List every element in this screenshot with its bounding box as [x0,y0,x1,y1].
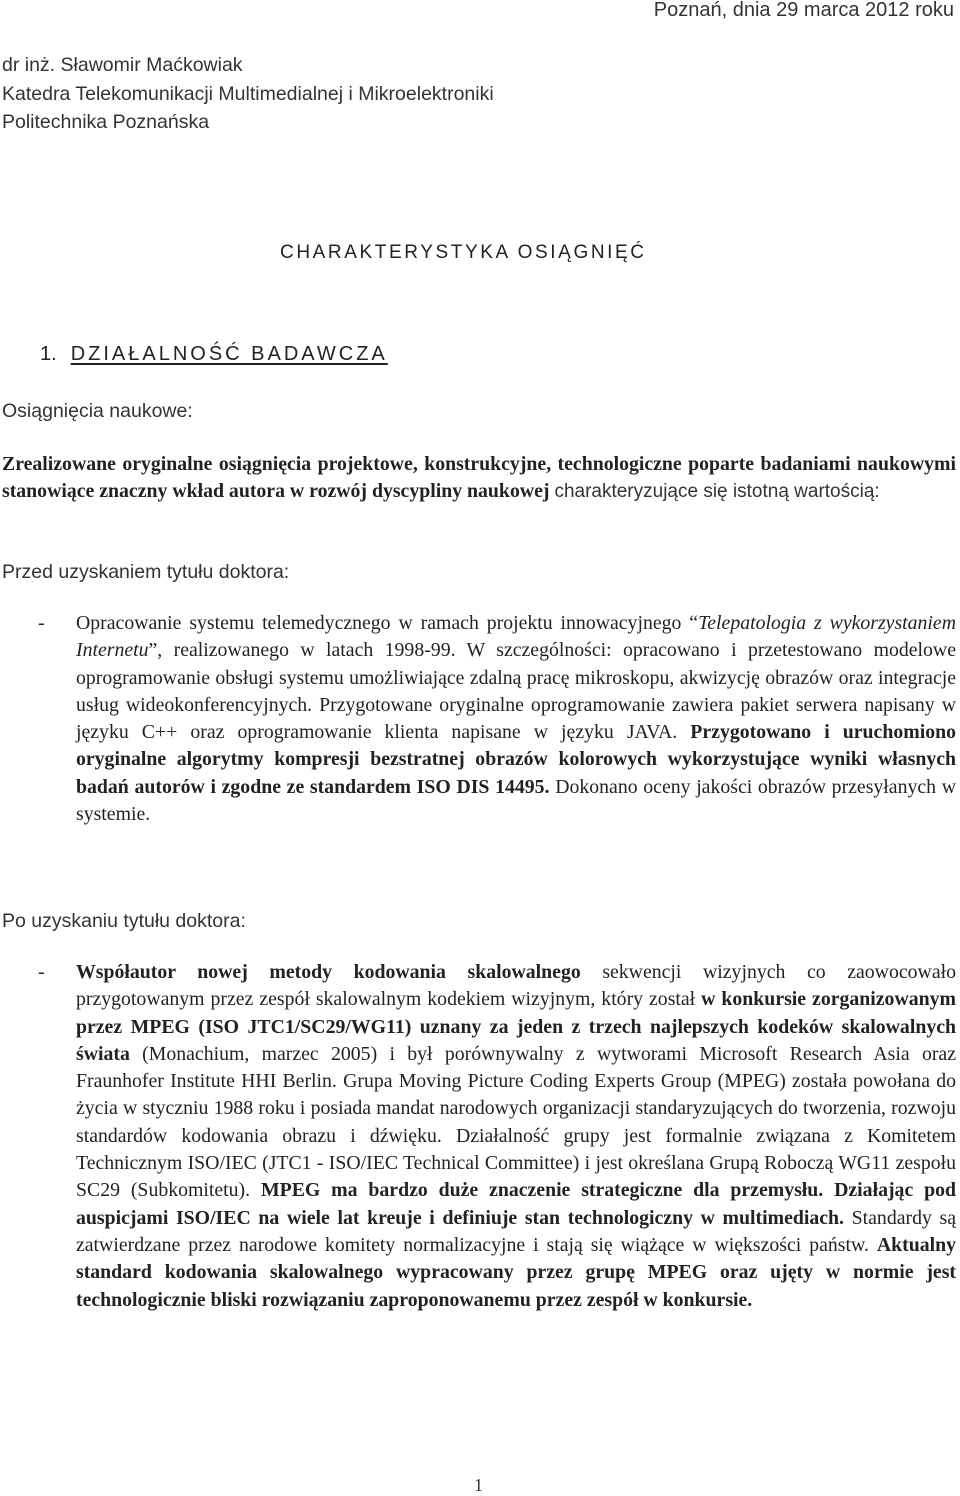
document-date: Poznań, dnia 29 marca 2012 roku [653,0,954,21]
intro-bold-text: Zrealizowane oryginalne osiągnięcia projektowe, konstrukcyjne, technologiczne poparte badaniami naukowymi stanowiące znaczny wkład autora w rozwój dyscypliny naukowej [2,453,956,502]
author-name: dr inż. Sławomir Maćkowiak [2,54,243,76]
project-title: Telepatologia z wykorzystaniem Internetu [76,612,956,662]
author-university: Politechnika Poznańska [2,111,210,133]
section-title: DZIAŁALNOŚĆ BADAWCZA [70,343,388,365]
achievements-heading: Osiągnięcia naukowe: [2,400,193,422]
page-number: 1 [474,1475,483,1495]
section-heading [40,343,388,366]
after-phd-item-text: Współautor nowej metody kodowania skalowalnego sekwencji wizyjnych co zaowocowało przygotowanym przez zespół skalowalnym kodekiem wizyjnym, który został w konkursie zorganizowanym przez MPEG (ISO JTC1/SC29/WG11) uznany za jeden z trzech najlepszych kodeków skalowalnych świata (Monachium, marzec 2005) i był porównywalny z wytworami Microsoft Research Asia oraz Fraunhofer Institute HHI Berlin. Grupa Moving Picture Coding Experts Group (MPEG) została powołana do życia w styczniu 1988 roku i posiada mandat narodowych organizacji standaryzujących do tworzenia, rozwoju standardów kodowania obrazu i dźwięku. Działalność grupy jest formalnie związana z Komitetem Technicznym ISO/IEC (JTC1 - ISO/IEC Technical Committee) i jest określana Grupą Roboczą WG11 zespołu SC29 (Subkomitetu). MPEG ma bardzo duże znaczenie strategiczne dla przemysłu. Działając pod auspicjami ISO/IEC na wiele lat kreuje i definiuje stan technologiczny w multimediach. Standardy są zatwierdzane przez narodowe komitety normalizacyjne i stają się wiążące w większości państw. Aktualny standard kodowania skalowalnego wypracowany przez grupę MPEG oraz ujęty w normie jest technologicznie bliski rozwiązaniu zaproponowanemu przez zespół w konkursie. [76,961,957,1311]
bullet-dash: - [38,961,45,983]
author-department: Katedra Telekomunikacji Multimedialnej i Mikroelektroniki [2,82,494,105]
before-phd-item-text: Opracowanie systemu telemedycznego w ramach projektu innowacyjnego “Telepatologia z wykorzystaniem Internetu”, realizowanego w latach 1998-99. W szczególności: opracowano i przetestowano modelowe oprogramowanie obsługi systemu umożliwiające zdalną pracę mikroskopu, akwizycję obrazów oraz integracje usług wideokonferencyjnych. Przygotowane oryginalne oprogramowanie zawiera pakiet serwera napisany w języku C++ oraz oprogramowanie klienta napisane w języku JAVA. Przygotowano i uruchomiono oryginalne algorytmy kompresji bezstratnej obrazów kolorowych wykorzystujące wyniki własnych badań autorów i zgodne ze standardem ISO DIS 14495. Dokonano oceny jakości obrazów przesyłanych w systemie. [76,612,956,826]
author-block [2,51,494,137]
after-phd-heading: Po uzyskaniu tytułu doktora: [2,910,246,932]
intro-paragraph [2,451,956,505]
section-number: 1. [40,343,57,365]
bullet-dash: - [38,612,45,634]
intro-normal-text: charakteryzujące się istotną wartością: [554,481,880,502]
before-phd-heading: Przed uzyskaniem tytułu doktora: [2,561,290,583]
document-title: CHARAKTERYSTYKA OSIĄGNIĘĆ [280,242,647,263]
